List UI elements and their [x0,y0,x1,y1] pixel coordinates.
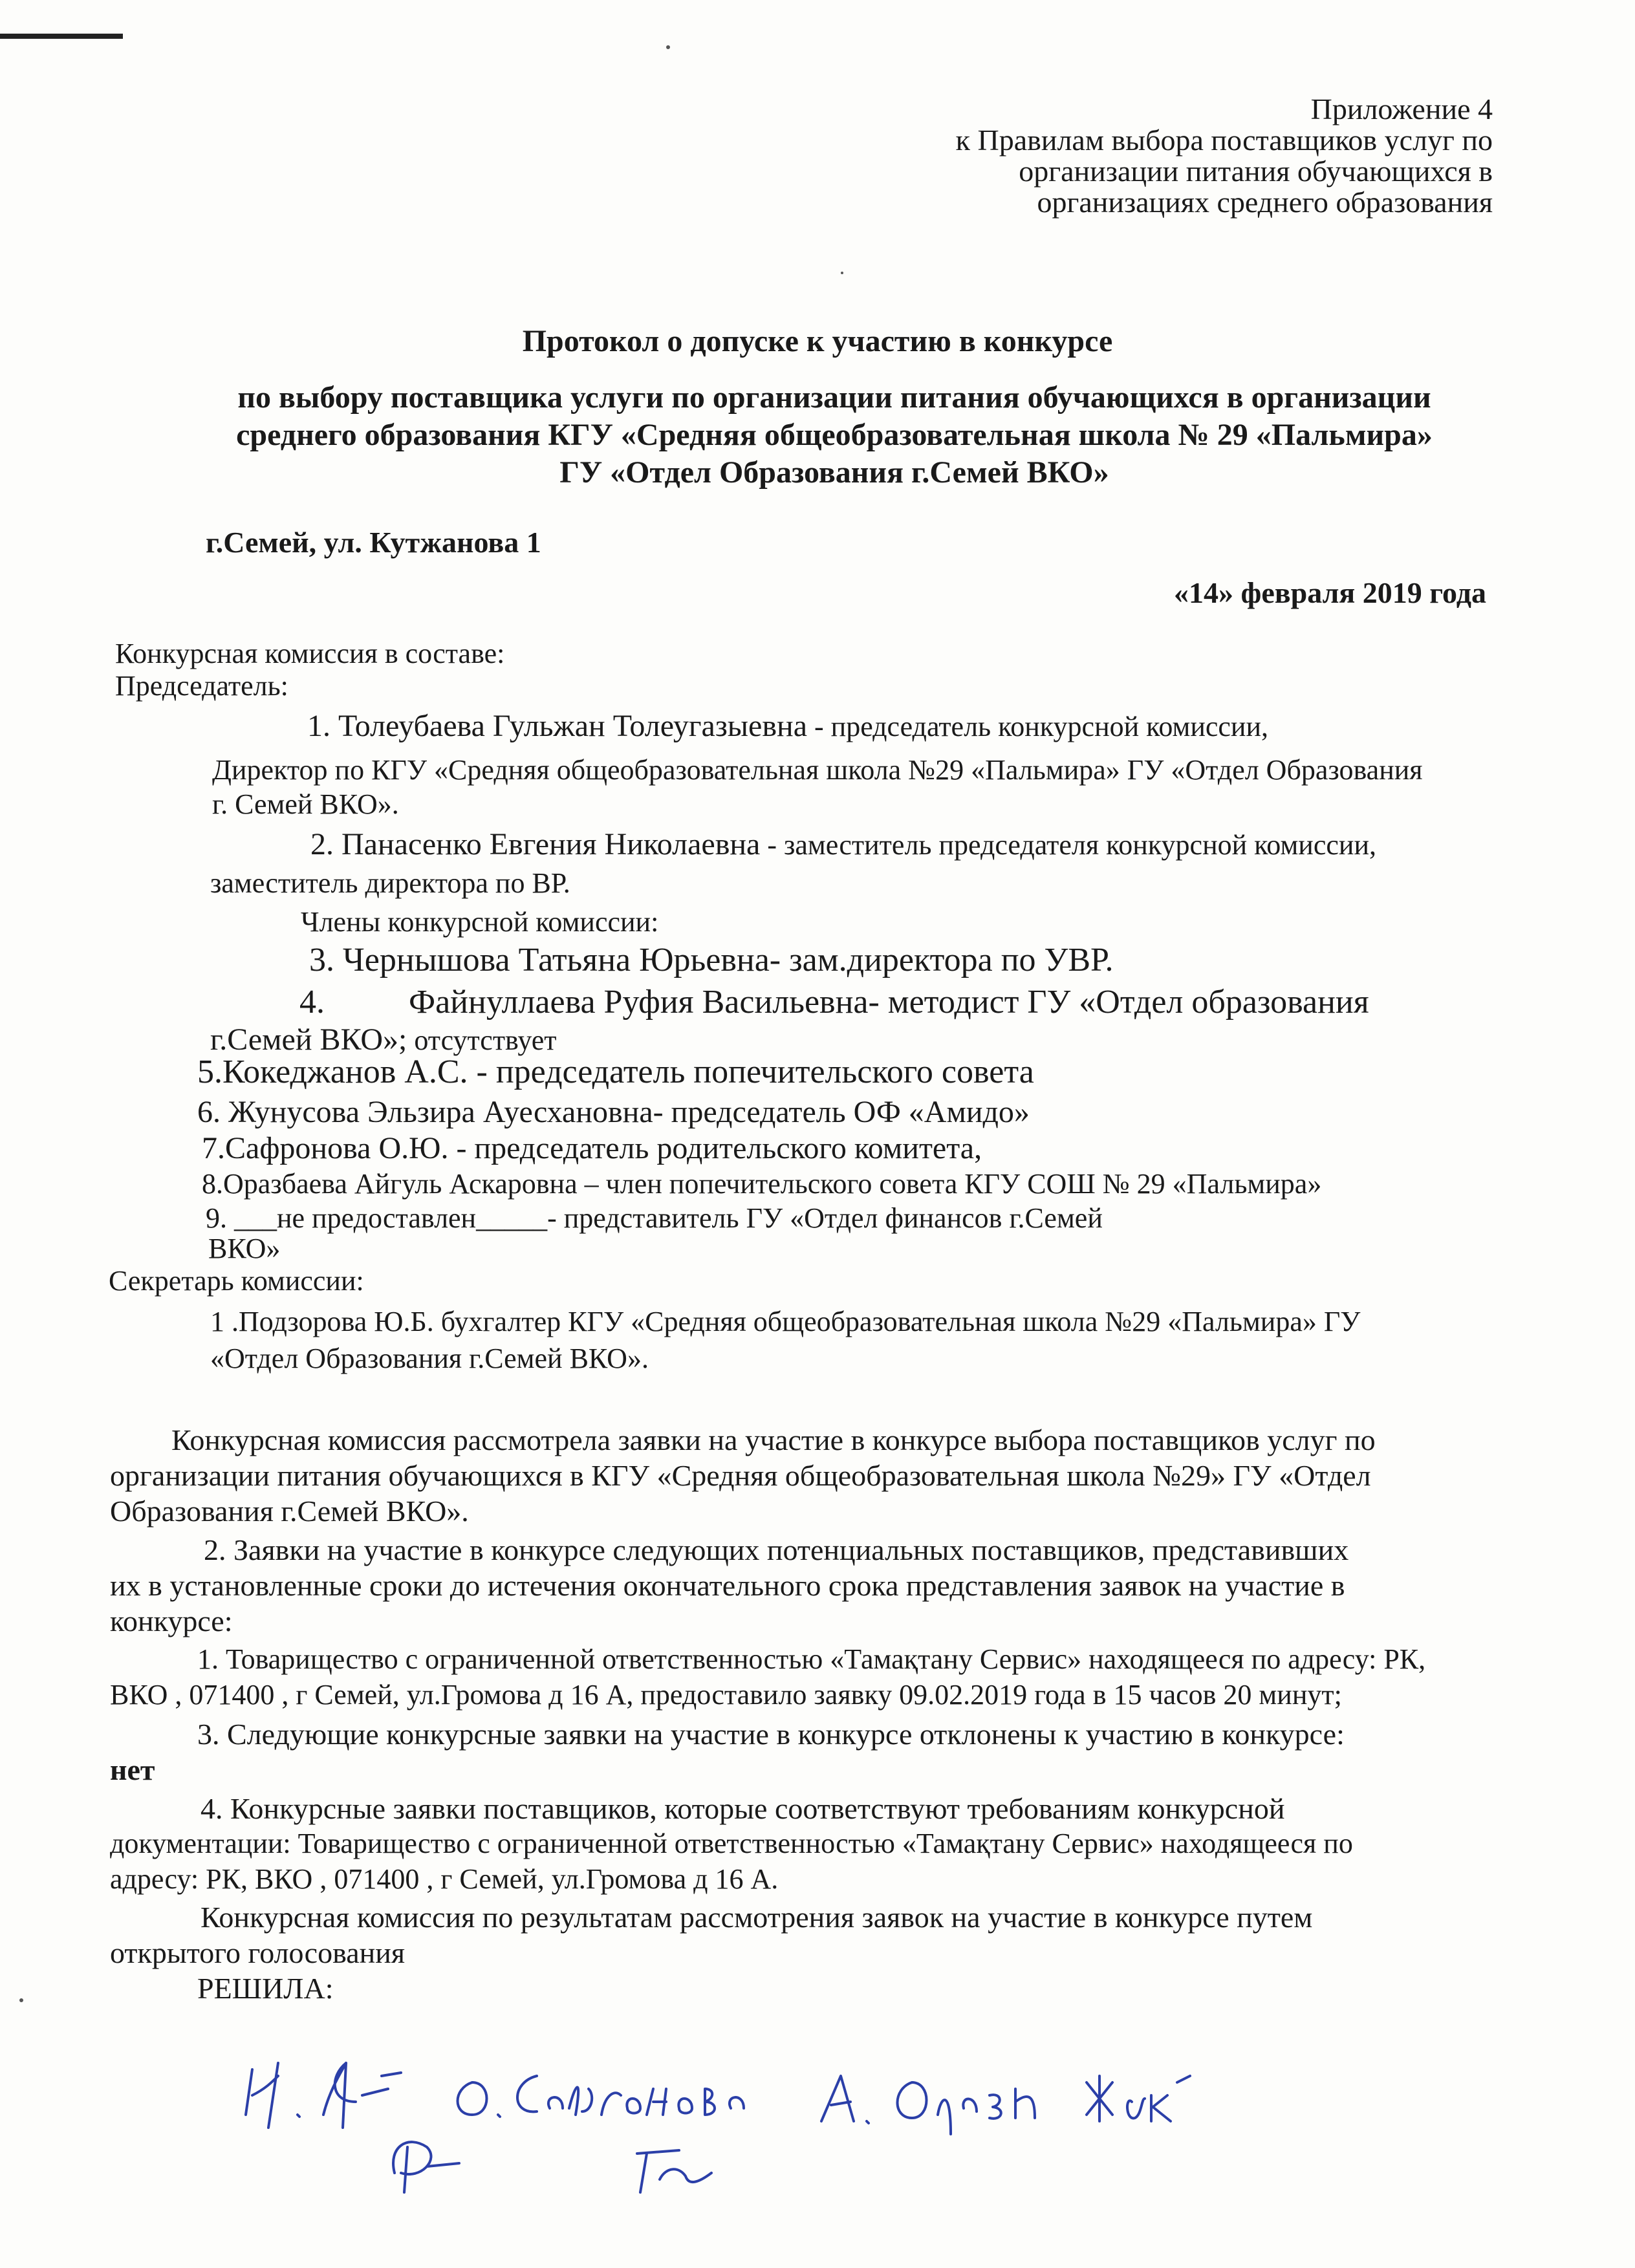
scan-dust [841,272,843,274]
member-9-line2: ВКО» [208,1233,281,1264]
signature-4 [1087,2076,1190,2121]
paragraph-4-answer: нет [110,1753,155,1786]
paragraph-5: документации: Товарищество с ограниченной ответственностью «Тамақтану Сервис» находящееся по [110,1828,1353,1859]
document-subtitle [194,379,1475,491]
chair-label: Председатель: [115,670,288,702]
member-3: 3. Чернышова Татьяна Юрьевна- зам.директора по УВР. [309,942,1114,978]
document-title: Протокол о допуске к участию в конкурсе [522,324,1113,358]
member-name: 1. Толеубаева Гульжан Толеугазыевна [307,709,807,743]
scan-edge-mark [0,34,123,39]
secretary-label: Секретарь комиссии: [109,1265,364,1297]
scan-dust [666,45,670,49]
member-6: 6. Жунусова Эльзира Ауесхановна- председатель ОФ «Амидо» [197,1095,1030,1129]
member-8: 8.Оразбаева Айгуль Аскаровна – член попечительского совета КГУ СОШ № 29 «Пальмира» [202,1168,1322,1200]
member-1-line2: Директор по КГУ «Средняя общеобразовательная школа №29 «Пальмира» ГУ «Отдел Образования [212,754,1423,786]
paragraph-1: Образования г.Семей ВКО». [110,1495,469,1528]
member-role: - заместитель председателя конкурсной комиссии, [760,829,1377,861]
member-text: Файнуллаева Руфия Васильевна- методист ГУ «Отдел образования [409,984,1369,1021]
members-label: Члены конкурсной комиссии: [301,906,659,938]
paragraph-1: организации питания обучающихся в КГУ «Средняя общеобразовательная школа №29» ГУ «Отдел [110,1459,1371,1492]
paragraph-2: их в установленные сроки до истечения окончательного срока представления заявок на участие в [110,1569,1345,1602]
member-name: 2. Панасенко Евгения Николаевна [310,827,761,861]
signature-2 [458,2076,744,2117]
signature-6 [637,2150,711,2192]
paragraph-2: конкурсе: [110,1604,233,1637]
subtitle-line: среднего образования КГУ «Средняя общеобразовательная школа № 29 «Пальмира» [236,418,1433,452]
member-text: г.Семей ВКО»; [210,1022,407,1057]
paragraph-3: 1. Товарищество с ограниченной ответственностью «Тамақтану Сервис» находящееся по адресу: РК, [197,1643,1426,1675]
appendix-line: организациях среднего образования [1037,186,1493,219]
member-2-line2: заместитель директора по ВР. [210,867,570,899]
appendix-line: организации питания обучающихся в [1019,155,1493,188]
scan-dust [19,1998,23,2002]
paragraph-3: ВКО , 071400 , г Семей, ул.Громова д 16 А, предоставило заявку 09.02.2019 года в 15 часов 20 минут; [110,1679,1342,1711]
signature-5 [393,2142,459,2192]
paragraph-5: 4. Конкурсные заявки поставщиков, которые соответствуют требованиям конкурсной [200,1792,1285,1825]
paragraph-5: адресу: РК, ВКО , 071400 , г Семей, ул.Громова д 16 А. [110,1863,779,1895]
paragraph-4: 3. Следующие конкурсные заявки на участие в конкурсе отклонены к участию в конкурсе: [197,1718,1345,1751]
paragraph-2: 2. Заявки на участие в конкурсе следующих потенциальных поставщиков, представивших [204,1533,1349,1566]
secretary-line: «Отдел Образования г.Семей ВКО». [210,1343,649,1374]
date: «14» февраля 2019 года [1174,576,1486,609]
paragraph-6: открытого голосования [110,1936,406,1969]
appendix-line: Приложение 4 [1310,92,1493,125]
signature-3 [821,2076,1035,2134]
member-4-line2 [210,1022,557,1057]
place: г.Семей, ул. Кутжанова 1 [206,526,541,559]
member-absence: отсутствует [407,1024,557,1056]
secretary-line: 1 .Подзорова Ю.Б. бухгалтер КГУ «Средняя общеобразовательная школа №29 «Пальмира» ГУ [210,1306,1361,1337]
member-5: 5.Кокеджанов А.С. - председатель попечительского совета [197,1053,1034,1090]
subtitle-line: по выбору поставщика услуги по организации питания обучающихся в организации [237,380,1431,415]
appendix-note [956,94,1493,218]
paragraph-1: Конкурсная комиссия рассмотрела заявки на участие в конкурсе выбора поставщиков услуг по [171,1423,1376,1456]
signature-1 [246,2063,401,2128]
signatures [233,2037,1397,2205]
decided-label: РЕШИЛА: [197,1972,334,2005]
member-number: 4. [299,984,325,1021]
member-1-line3: г. Семей ВКО». [212,788,399,820]
member-1 [307,708,1268,744]
member-7: 7.Сафронова О.Ю. - председатель родительского комитета, [202,1131,982,1165]
subtitle-line: ГУ «Отдел Образования г.Семей ВКО» [559,455,1109,490]
member-4 [299,983,1369,1021]
member-2 [310,826,1376,862]
member-role: - председатель конкурсной комиссии, [807,711,1269,742]
paragraph-6: Конкурсная комиссия по результатам рассмотрения заявок на участие в конкурсе путем [200,1901,1313,1934]
commission-intro: Конкурсная комиссия в составе: [115,638,505,669]
member-9: 9. ___не предоставлен_____- представитель ГУ «Отдел финансов г.Семей [206,1202,1103,1234]
appendix-line: к Правилам выбора поставщиков услуг по [955,124,1493,157]
